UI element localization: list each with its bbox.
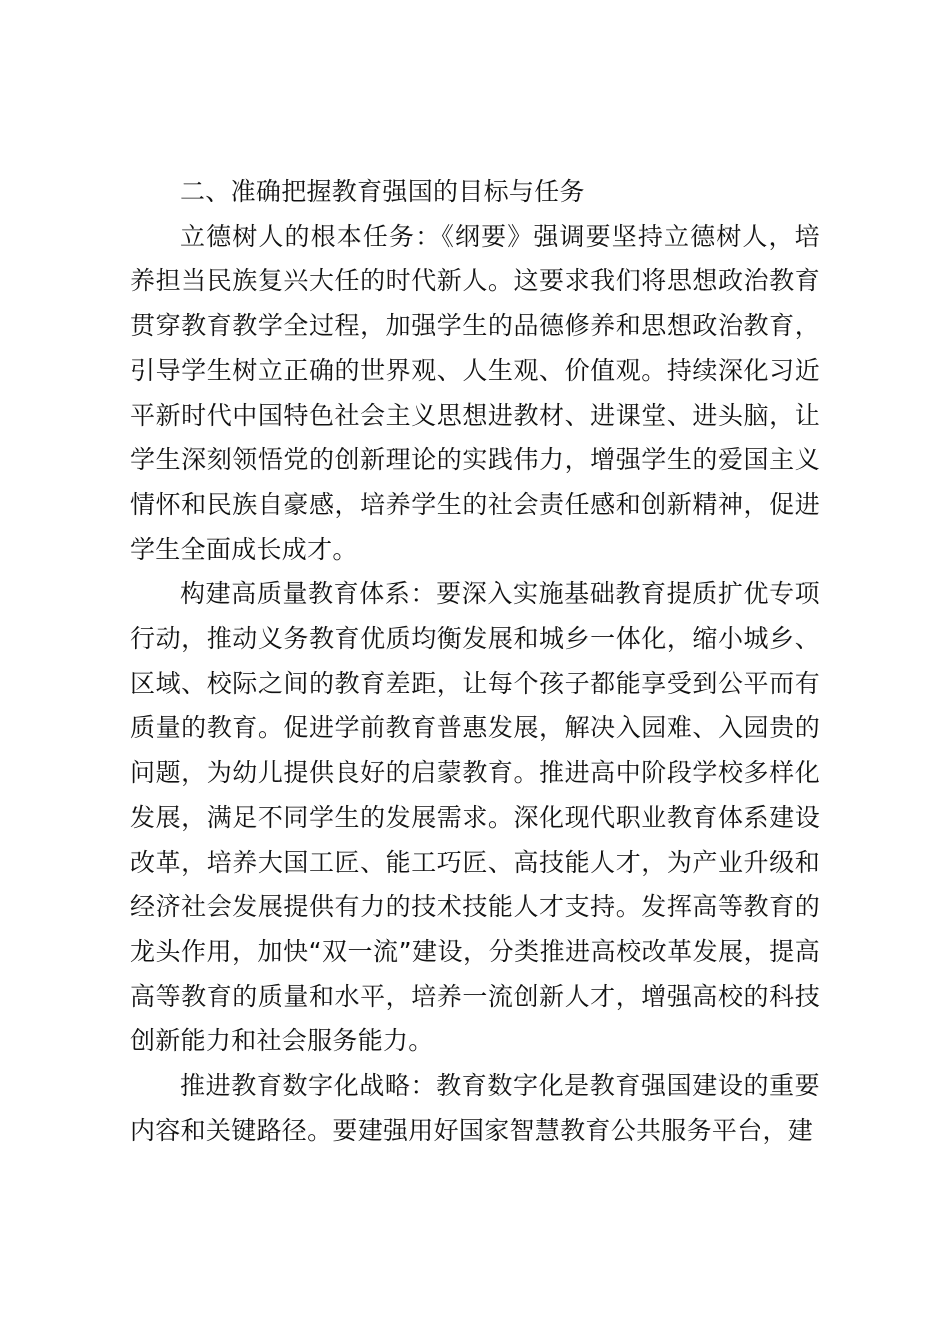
document-body — [130, 170, 820, 1153]
paragraph-digitalization: 推进教育数字化战略：教育数字化是教育强国建设的重要内容和关键路径。要建强用好国家智慧教育公共服务平台，建 — [130, 1071, 820, 1145]
paragraph-education-system: 构建高质量教育体系：要深入实施基础教育提质扩优专项行动，推动义务教育优质均衡发展和城乡一体化，缩小城乡、区域、校际之间的教育差距，让每个孩子都能享受到公平而有质量的教育。促进学前教育普惠发展，解决入园难、入园贵的问题，为幼儿提供良好的启蒙教育。推进高中阶段学校多样化发展，满足不同学生的发展需求。深化现代职业教育体系建设改革，培养大国工匠、能工巧匠、高技能人才，为产业升级和经济社会发展提供有力的技术技能人才支持。发挥高等教育的龙头作用，加快“双一流”建设，分类推进高校改革发展，提高高等教育的质量和水平，培养一流创新人才，增强高校的科技创新能力和社会服务能力。 — [130, 579, 820, 1056]
paragraph-moral-education: 立德树人的根本任务：《纲要》强调要坚持立德树人，培养担当民族复兴大任的时代新人。这要求我们将思想政治教育贯穿教育教学全过程，加强学生的品德修养和思想政治教育，引导学生树立正确的世界观、人生观、价值观。持续深化习近平新时代中国特色社会主义思想进教材、进课堂、进头脑，让学生深刻领悟党的创新理论的实践伟力，增强学生的爱国主义情怀和民族自豪感，培养学生的社会责任感和创新精神，促进学生全面成长成才。 — [130, 221, 820, 564]
section-heading: 二、准确把握教育强国的目标与任务 — [180, 177, 585, 206]
